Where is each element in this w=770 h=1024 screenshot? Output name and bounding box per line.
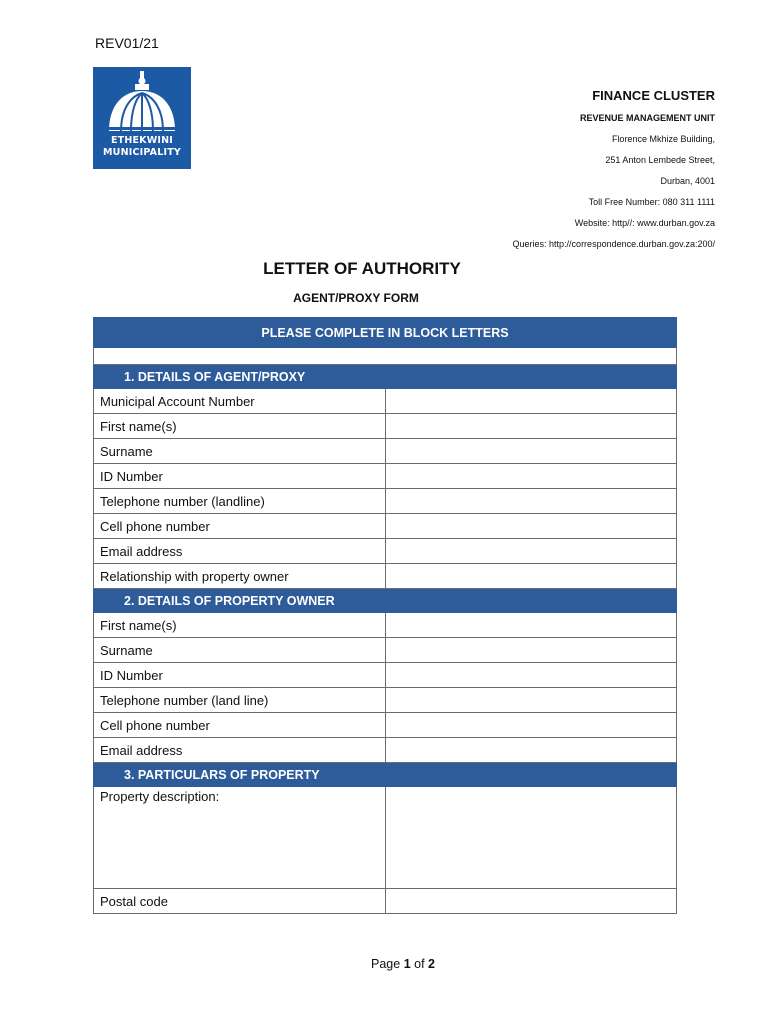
- owner-id-number-input[interactable]: [385, 663, 677, 688]
- owner-field-label: Surname: [94, 638, 386, 663]
- owner-email-input[interactable]: [385, 738, 677, 763]
- address-line-2: 251 Anton Lembede Street,: [605, 155, 715, 165]
- page-number: Page 1 of 2: [371, 957, 435, 971]
- block-letters-banner: PLEASE COMPLETE IN BLOCK LETTERS: [94, 318, 677, 348]
- owner-surname-input[interactable]: [385, 638, 677, 663]
- logo-line-1: ETHEKWINI: [110, 135, 174, 146]
- toll-free-number: Toll Free Number: 080 311 1111: [588, 197, 715, 207]
- agent-account-number-input[interactable]: [385, 389, 677, 414]
- property-description-input[interactable]: [385, 787, 677, 889]
- section-property-heading: 3. PARTICULARS OF PROPERTY: [94, 763, 677, 787]
- authority-form-table: [93, 317, 677, 914]
- owner-field-label: ID Number: [94, 663, 386, 688]
- queries-line: Queries: http://correspondence.durban.gov.za:200/: [512, 239, 715, 249]
- municipality-logo: [93, 67, 191, 169]
- property-field-label: Property description:: [94, 787, 386, 889]
- agent-field-label: Relationship with property owner: [94, 564, 386, 589]
- agent-field-label: First name(s): [94, 414, 386, 439]
- owner-first-names-input[interactable]: [385, 613, 677, 638]
- revenue-unit-heading: REVENUE MANAGEMENT UNIT: [579, 113, 715, 123]
- agent-landline-input[interactable]: [385, 489, 677, 514]
- section-agent-heading: 1. DETAILS OF AGENT/PROXY: [94, 365, 677, 389]
- agent-field-label: Email address: [94, 539, 386, 564]
- owner-field-label: Email address: [94, 738, 386, 763]
- agent-field-label: Telephone number (landline): [94, 489, 386, 514]
- owner-cell-input[interactable]: [385, 713, 677, 738]
- revision-code: REV01/21: [95, 35, 159, 51]
- owner-field-label: Telephone number (land line): [94, 688, 386, 713]
- owner-field-label: First name(s): [94, 613, 386, 638]
- agent-field-label: Surname: [94, 439, 386, 464]
- agent-field-label: Municipal Account Number: [94, 389, 386, 414]
- section-owner-heading: 2. DETAILS OF PROPERTY OWNER: [94, 589, 677, 613]
- agent-id-number-input[interactable]: [385, 464, 677, 489]
- address-line-1: Florence Mkhize Building,: [611, 134, 715, 144]
- organisation-address-block: [513, 86, 715, 255]
- agent-cell-input[interactable]: [385, 514, 677, 539]
- logo-line-2: MUNICIPALITY: [103, 147, 181, 158]
- agent-field-label: ID Number: [94, 464, 386, 489]
- agent-field-label: Cell phone number: [94, 514, 386, 539]
- website-line: Website: http//: www.durban.gov.za: [574, 218, 715, 228]
- document-subtitle: AGENT/PROXY FORM: [293, 291, 419, 305]
- property-field-label: Postal code: [94, 889, 386, 914]
- finance-cluster-heading: FINANCE CLUSTER: [592, 88, 715, 103]
- agent-email-input[interactable]: [385, 539, 677, 564]
- agent-relationship-input[interactable]: [385, 564, 677, 589]
- agent-first-names-input[interactable]: [385, 414, 677, 439]
- spacer-row: [94, 348, 677, 365]
- owner-field-label: Cell phone number: [94, 713, 386, 738]
- address-line-3: Durban, 4001: [660, 176, 715, 186]
- owner-landline-input[interactable]: [385, 688, 677, 713]
- postal-code-input[interactable]: [385, 889, 677, 914]
- agent-surname-input[interactable]: [385, 439, 677, 464]
- document-title: LETTER OF AUTHORITY: [263, 259, 461, 278]
